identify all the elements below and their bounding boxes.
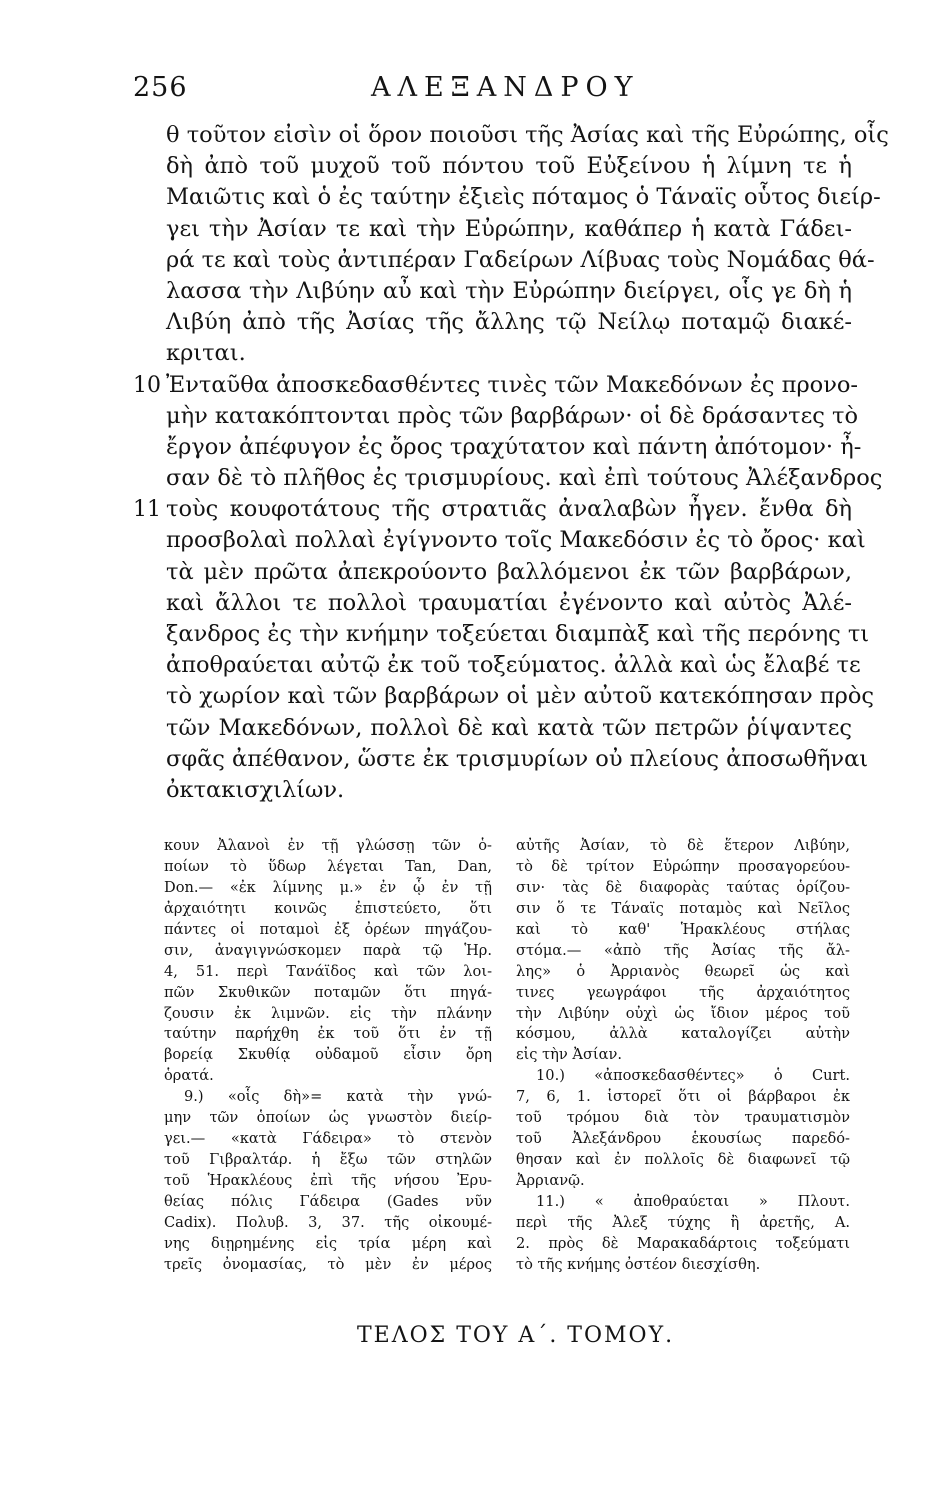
note-line: τὸ δὲ τρίτον Εὐρώπην προσαγορεύου- bbox=[516, 857, 850, 875]
note-line: τὴν Λιβύην οὐχὶ ὡς ἴδιον μέρος τοῦ bbox=[516, 1004, 850, 1022]
note-line: 10.) «ἀποσκεδασθέντες» ὁ Curt. bbox=[536, 1067, 850, 1085]
section-number-10: 10 bbox=[133, 372, 161, 398]
note-line: στόμα.— «ἀπὸ τῆς Ἀσίας τῆς ἄλ- bbox=[516, 941, 850, 959]
note-line: θείας πόλις Γάδειρα (Gades νῦν bbox=[164, 1192, 492, 1210]
note-line: 11.) « ἀποθραύεται » Πλουτ. bbox=[536, 1192, 850, 1210]
text-line: Λιβύη ἀπὸ τῆς Ἀσίας τῆς ἄλλης τῷ Νείλῳ ποταμῷ διακέ- bbox=[166, 309, 852, 336]
note-line: ἀρχαιότητι κοινῶς ἐπιστεύετο, ὅτι bbox=[164, 899, 492, 917]
text-line: καὶ ἄλλοι τε πολλοὶ τραυματίαι ἐγένοντο καὶ αὐτὸς Ἀλέ- bbox=[166, 589, 852, 616]
text-line: σφᾶς ἀπέθανον, ὥστε ἐκ τρισμυρίων οὐ πλείους ἀποσωθῆναι bbox=[166, 745, 869, 772]
note-line: τοῦ τρόμου διὰ τὸν τραυματισμὸν bbox=[516, 1109, 850, 1127]
note-line: πῶν Σκυθικῶν ποταμῶν ὅτι πηγά- bbox=[164, 983, 492, 1001]
note-line: τινες γεωγράφοι τῆς ἀρχαιότητος bbox=[516, 983, 850, 1001]
text-line: Ἐνταῦθα ἀποσκεδασθέντες τινὲς τῶν Μακεδόνων ἐς προνο- bbox=[166, 371, 859, 398]
text-line: ρά τε καὶ τοὺς ἀντιπέραν Γαδείρων Λίβυας τοὺς Νομάδας θά- bbox=[166, 246, 875, 273]
note-line: 2. πρὸς δὲ Μαρακαδάρτοις τοξεύματι bbox=[516, 1234, 850, 1252]
note-line: σιν· τὰς δὲ διαφορὰς ταύτας ὁρίζου- bbox=[516, 878, 850, 896]
text-line: ἀποθραύεται αὐτῷ ἐκ τοῦ τοξεύματος. ἀλλὰ καὶ ὡς ἔλαβέ τε bbox=[166, 652, 861, 679]
text-line: γει τὴν Ἀσίαν τε καὶ τὴν Εὐρώπην, καθάπερ ἡ κατὰ Γάδει- bbox=[166, 215, 852, 242]
note-line: τοῦ Ἡρακλέους ἐπὶ τῆς νήσου Ἐρυ- bbox=[164, 1172, 492, 1189]
main-text bbox=[133, 120, 889, 806]
text-line: ἔργον ἀπέφυγον ἐς ὄρος τραχύτατον καὶ πάντη ἀπότομον· ἦ- bbox=[166, 433, 862, 460]
text-line: ὀκτακισχιλίων. bbox=[166, 776, 345, 803]
running-title: ΑΛΕΞΑΝΔΡΟΥ bbox=[371, 72, 640, 103]
note-line: Don.— «ἐκ λίμνης μ.» ἐν ᾧ ἐν τῇ bbox=[164, 878, 492, 896]
text-line: κριται. bbox=[166, 340, 246, 367]
text-line: προσβολαὶ πολλαὶ ἐγίγνοντο τοῖς Μακεδόσιν ἐς τὸ ὄρος· καὶ bbox=[166, 527, 866, 554]
note-line: 4, 51. περὶ Τανάϊδος καὶ τῶν λοι- bbox=[164, 962, 492, 980]
note-line: σιν, ἀναγιγνώσκομεν παρὰ τῷ Ἡρ. bbox=[164, 941, 492, 959]
note-line: τοῦ Γιβραλτάρ. ἡ ἔξω τῶν στηλῶν bbox=[164, 1151, 492, 1169]
note-line: ζουσιν ἐκ λιμνῶν. εἰς τὴν πλάνην bbox=[164, 1004, 492, 1022]
note-line: 9.) «οἷς δὴ»= κατὰ τὴν γνώ- bbox=[184, 1088, 492, 1106]
note-line: περὶ τῆς Ἀλεξ τύχης ἢ ἀρετῆς, Α. bbox=[516, 1213, 850, 1231]
page-number: 256 bbox=[133, 72, 188, 103]
text-line: μὴν κατακόπτονται πρὸς τῶν βαρβάρων· οἱ δὲ δράσαντες τὸ bbox=[166, 402, 858, 429]
note-line: βορείᾳ Σκυθίᾳ οὐδαμοῦ εἶσιν ὄρη bbox=[164, 1046, 492, 1064]
note-line: ὁρατά. bbox=[164, 1067, 214, 1085]
note-line: ποίων τὸ ὕδωρ λέγεται Tan, Dan, bbox=[164, 857, 492, 875]
note-line: νης διῃρημένης εἰς τρία μέρη καὶ bbox=[164, 1234, 492, 1252]
note-line: Ἀρριανῷ. bbox=[516, 1172, 585, 1189]
text-line: τὸ χωρίον καὶ τῶν βαρβάρων οἱ μὲν αὐτοῦ κατεκόπησαν πρὸς bbox=[166, 683, 874, 710]
note-line: σιν ὅ τε Τάναϊς ποταμὸς καὶ Νεῖλος bbox=[516, 899, 850, 917]
section-11-first-line bbox=[133, 494, 852, 525]
note-line: λης» ὁ Ἀρριανὸς θεωρεῖ ὡς καὶ bbox=[516, 962, 850, 980]
text-line: Μαιῶτις καὶ ὁ ἐς ταύτην ἐξιεὶς πόταμος ὁ Τάναϊς οὗτος διείρ- bbox=[166, 184, 881, 211]
footnotes-right-column bbox=[516, 836, 850, 1276]
note-line: κουν Ἀλανοὶ ἐν τῇ γλώσσῃ τῶν ὁ- bbox=[164, 837, 492, 854]
note-line: 7, 6, 1. ἱστορεῖ ὅτι οἱ βάρβαροι ἐκ bbox=[516, 1088, 850, 1106]
note-line: μην τῶν ὁποίων ὡς γνωστὸν διείρ- bbox=[164, 1109, 492, 1127]
note-line: εἰς τὴν Ἀσίαν. bbox=[516, 1046, 623, 1064]
note-line: καὶ τὸ καθ' Ἡρακλέους στήλας bbox=[516, 920, 850, 938]
note-line: τὸ τῆς κνήμης ὀστέον διεσχίσθη. bbox=[516, 1255, 761, 1273]
text-line: τὰ μὲν πρῶτα ἀπεκρούοντο βαλλόμενοι ἐκ τῶν βαρβάρων, bbox=[166, 558, 852, 585]
section-number-11: 11 bbox=[133, 497, 161, 523]
text-line: σαν δὲ τὸ πλῆθος ἐς τρισμυρίους. καὶ ἐπὶ τούτους Ἀλέξανδρος bbox=[166, 465, 883, 492]
note-line: θησαν καὶ ἐν πολλοῖς δὲ διαφωνεῖ τῷ bbox=[516, 1151, 850, 1169]
text-line: τοὺς κουφοτάτους τῆς στρατιᾶς ἀναλαβὼν ἦγεν. ἔνθα δὴ bbox=[166, 496, 852, 523]
text-line: τῶν Μακεδόνων, πολλοὶ δὲ καὶ κατὰ τῶν πετρῶν ῥίψαντες bbox=[166, 714, 852, 741]
note-line: αὐτῆς Ἀσίαν, τὸ δὲ ἕτερον Λιβύην, bbox=[516, 837, 850, 854]
section-10-first-line bbox=[133, 370, 859, 401]
note-line: τρεῖς ὀνομασίας, τὸ μὲν ἐν μέρος bbox=[164, 1255, 492, 1273]
note-line: ταύτην παρήχθη ἐκ τοῦ ὅτι ἐν τῇ bbox=[164, 1025, 492, 1043]
note-line: τοῦ Ἀλεξάνδρου ἑκουσίως παρεδό- bbox=[516, 1130, 850, 1148]
note-line: Cadix). Πολυβ. 3, 37. τῆς οἰκουμέ- bbox=[164, 1213, 492, 1231]
text-line: θ τοῦτον εἰσὶν οἱ ὅρον ποιοῦσι τῆς Ἀσίας καὶ τῆς Εὐρώπης, οἷς bbox=[166, 122, 889, 148]
note-line: γει.— «κατὰ Γάδειρα» τὸ στενὸν bbox=[164, 1130, 492, 1148]
text-line: δὴ ἀπὸ τοῦ μυχοῦ τοῦ πόντου τοῦ Εὐξείνου ἡ λίμνη τε ἡ bbox=[166, 153, 852, 180]
note-line: πάντες οἱ ποταμοὶ ἐξ ὀρέων πηγάζου- bbox=[164, 920, 492, 938]
page-header bbox=[0, 72, 934, 112]
colophon: ΤΕΛΟΣ ΤΟΥ Α΄. ΤΟΜΟΥ. bbox=[357, 1323, 675, 1348]
note-line: κόσμου, ἀλλὰ καταλογίζει αὐτὴν bbox=[516, 1025, 850, 1043]
footnotes-left-column bbox=[164, 836, 492, 1276]
text-line: λασσα τὴν Λιβύην αὖ καὶ τὴν Εὐρώπην διείργει, οἷς γε δὴ ἡ bbox=[166, 277, 852, 304]
text-line: ξανδρος ἐς τὴν κνήμην τοξεύεται διαμπὰξ καὶ τῆς περόνης τι bbox=[166, 621, 870, 647]
